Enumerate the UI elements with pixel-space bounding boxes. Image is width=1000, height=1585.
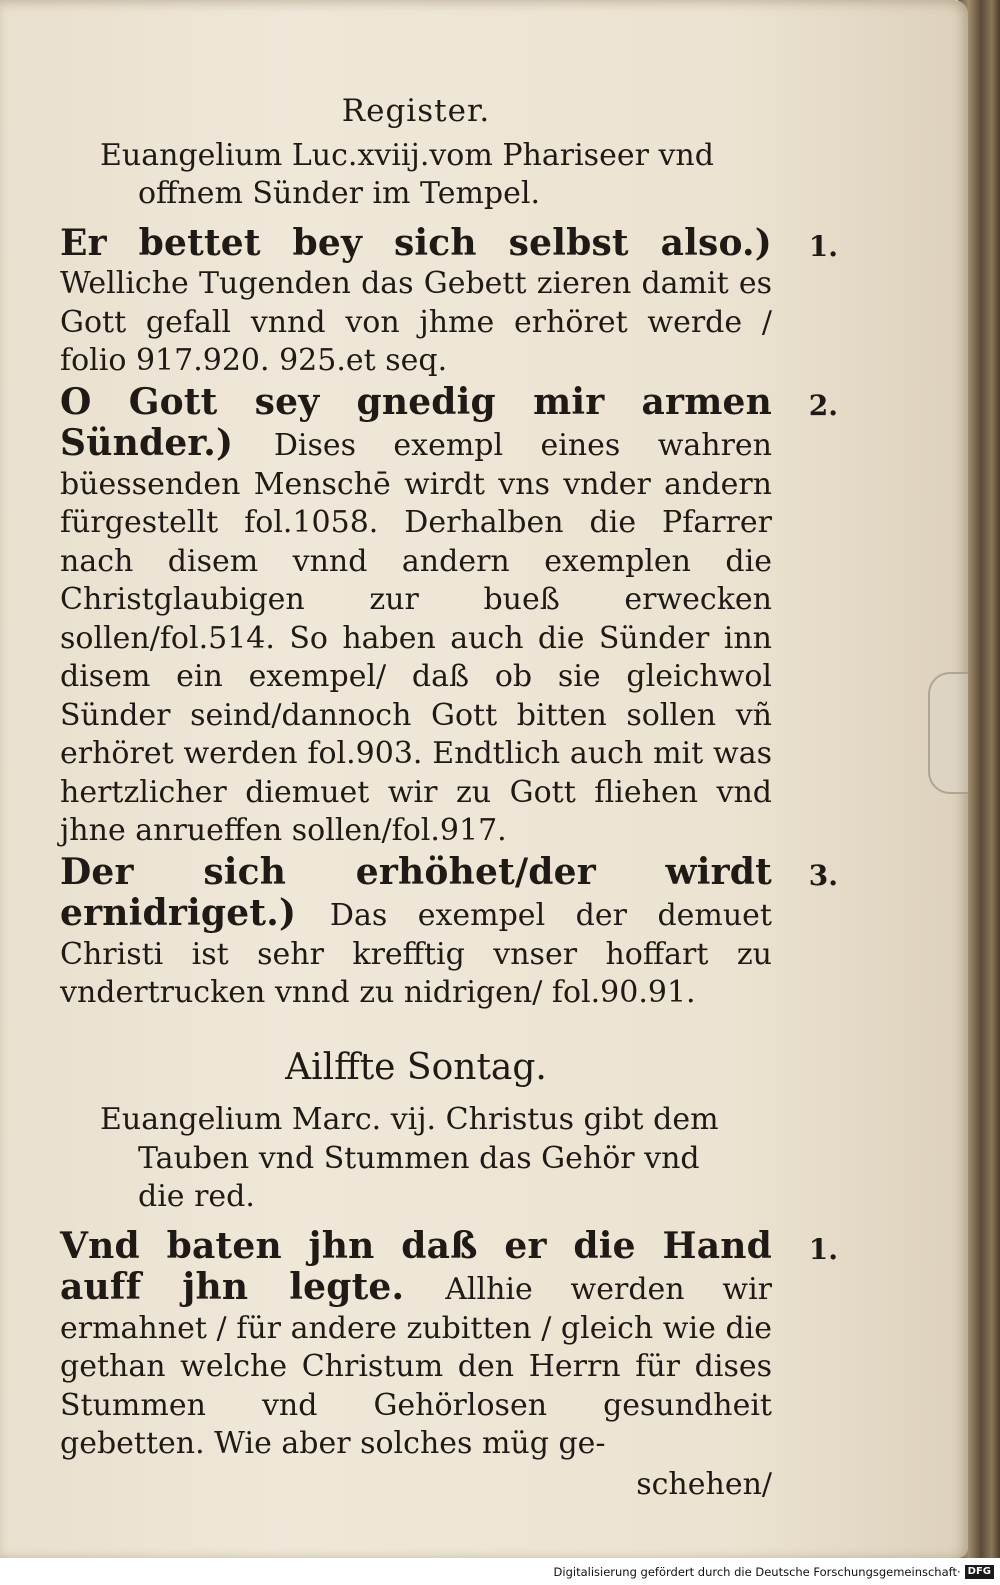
entry-text: Das exempel der demuet Christi ist sehr krefftig vnser hoffart zu vndertrucken vnnd zu nidrigen/ fol.90.91. [60,898,772,1010]
entry-lemma: Der sich erhöhet/der wirdt ernidriget.) [60,850,772,934]
dfg-logo-icon: DFG [965,1565,994,1579]
register-entry [60,850,838,1013]
entry-text: Welliche Tugenden das Gebett zieren damit es Gott gefall vnnd von jhme erhöret werde / folio 917.920. 925.et seq. [60,266,772,378]
entry-number: 1. [808,229,838,263]
gospel-line: Tauben vnd Stummen das Gehör vnd [138,1140,700,1176]
entry-text: Dises exempl eines wahren büessenden Menschē wirdt vns vnder andern fürgestellt fol.1058. Derhalben die Pfarrer nach disem vnnd andern exemplen die Christglaubigen zur bueß erwecken sollen/fol.514. So haben auch die Sünder inn disem ein exempel/ daß ob sie gleichwol Sünder seind/dannoch Gott bitten sollen vñ erhöret werden fol.903. Endtlich auch mit was hertzlicher diemuet wir zu Gott fliehen vnd jhne anrueffen sollen/fol.917. [60,428,772,848]
gospel-line: Euangelium Marc. vij. Christus gibt dem [100,1102,719,1137]
entry-number: 2. [808,388,838,422]
gospel-line: die red. [138,1179,255,1214]
page-content [60,92,838,1504]
gospel-reference [100,1101,772,1217]
gospel-reference [100,137,772,214]
register-entry [60,221,838,381]
entry-lemma: O Gott sey gnedig mir armen Sünder.) [60,380,772,464]
entry-number: 1. [808,1232,838,1266]
page-clip [928,672,968,794]
gospel-line: offnem Sünder im Tempel. [138,176,541,211]
page-header: Register. [341,93,491,129]
entry-lemma: Vnd baten jhn daß er die Hand auff jhn legte. [60,1224,772,1308]
section-title: Ailffte Sontag. [285,1046,547,1088]
catchword: schehen/ [636,1466,772,1502]
entry-number: 3. [808,858,838,892]
funding-text: Digitalisierung gefördert durch die Deutsche Forschungsgemeinschaft [553,1564,957,1579]
entry-text: Allhie werden wir ermahnet / für andere zubitten / gleich wie die gethan welche Christum den Herrn für dises Stummen vnd Gehörlosen gesundheit gebetten. Wie aber solches müg ge- [60,1272,773,1461]
register-entry [60,380,838,851]
entry-lemma: Er bettet bey sich selbst also.) [60,221,772,264]
register-entry [60,1224,838,1464]
gospel-line: Euangelium Luc.xviij.vom Phariseer vnd [100,137,714,173]
funding-footer: Digitalisierung gefördert durch die Deutsche Forschungsgemeinschaft· DFG [0,1558,1000,1584]
